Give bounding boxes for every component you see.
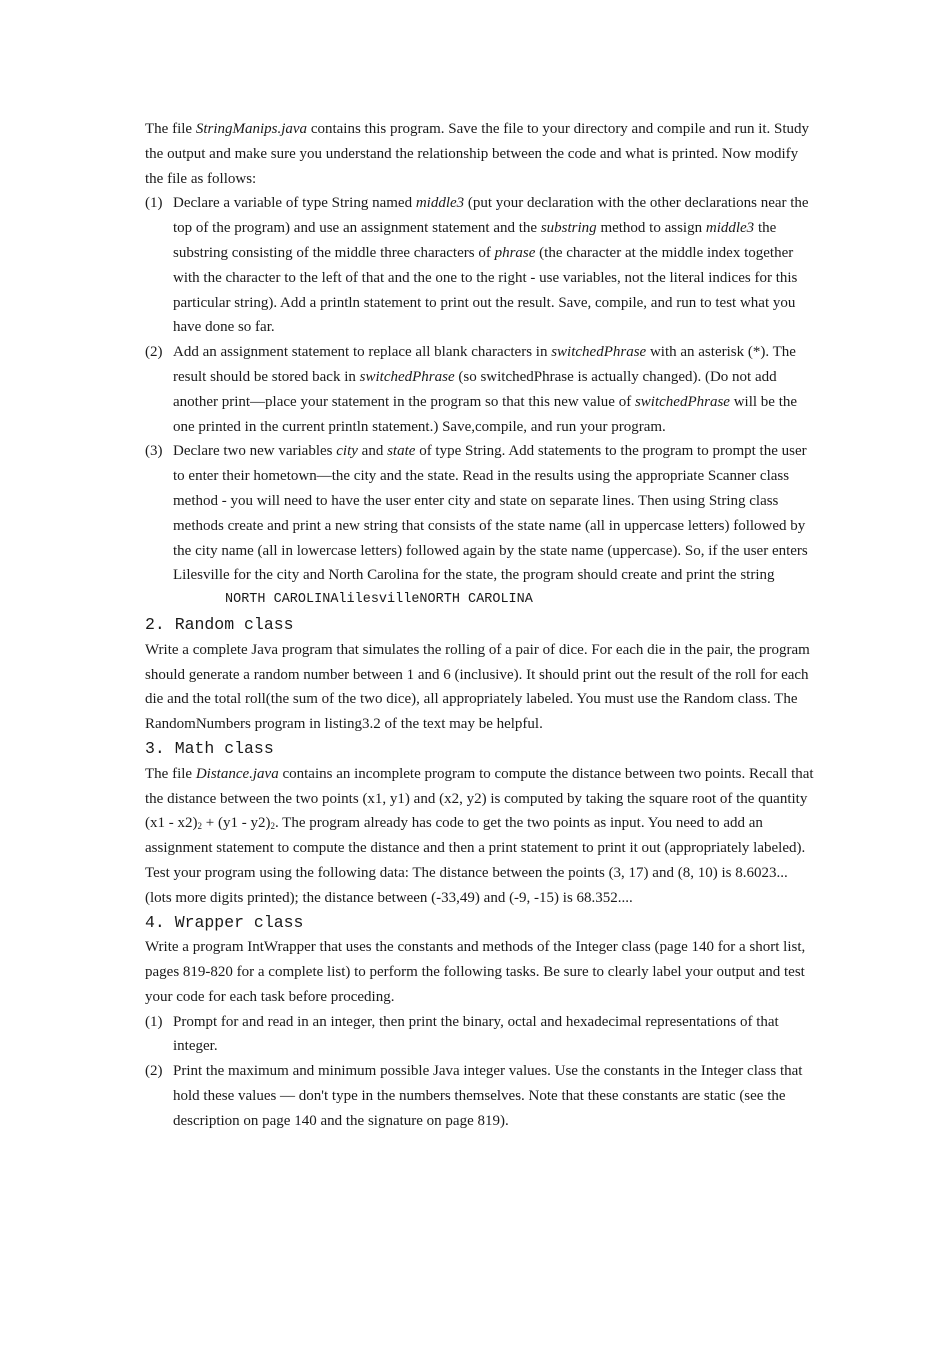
item-number: (3) xyxy=(145,443,163,460)
item-text: Declare a variable of type String named middle3 (put your declaration with the other declarations near the top of the program) and use an assignment statement and the substring method to assign middle3 the substring consisting of the middle three characters of phrase (the character at the middle index together with the character to the left of that and the one to the right - use variables, not the literal indices for this particular string). Add a println statement to print out the result. Save, compile, and run to test what you have done so far. xyxy=(173,195,809,336)
filename-distance: Distance.java xyxy=(195,765,279,782)
document-page xyxy=(145,117,817,1134)
section3-body: The file Distance.java contains an incomplete program to compute the distance between two points. Recall that the distance between the two points (x1, y1) and (x2, y2) is computed by taking the square root of the quantity $(x1 - x2)_2 + (y1 - y2)_2$. The program already has code to get the two points as input. You need to add an assignment statement to compute the distance and then a print statement to print it out (appropriately labeled). Test your program using the following data: The distance between the points (3, 17) and (8, 10) is 8.6023... (lots more digits printed); the distance between (-33,49) and (-9, -15) is 68.352.... xyxy=(145,765,814,906)
filename-stringmanips: StringManips.java xyxy=(195,121,308,137)
item-text: Prompt for and read in an integer, then print the binary, octal and hexadecimal representations of that integer. xyxy=(173,1013,779,1055)
list-item xyxy=(145,340,817,439)
item-number: (2) xyxy=(145,1063,163,1080)
list-item xyxy=(145,439,817,588)
item-text: Declare two new variables city and state of type String. Add statements to the program to prompt the user to enter their hometown—the city and the state. Read in the results using the appropriate Scanner class method - you will need to have the user enter city and state on separate lines. Then using String class methods create and print a new string that consists of the state name (all in uppercase letters) followed by the city name (all in lowercase letters) followed again by the state name (uppercase). So, if the user enters Lilesville for the city and North Carolina for the state, the program should create and print the string xyxy=(173,443,808,584)
list-item xyxy=(145,191,817,340)
list-item xyxy=(145,1059,817,1133)
section2-body: Write a complete Java program that simulates the rolling of a pair of dice. For each die in the pair, the program should generate a random number between 1 and 6 (inclusive). It should print out the result of the roll for each die and the total roll(the sum of the two dice), all appropriately labeled. You must use the Random class. The RandomNumbers program in listing3.2 of the text may be helpful. xyxy=(145,641,810,733)
section4-intro: Write a program IntWrapper that uses the constants and methods of the Integer class (page 140 for a short list, pages 819-820 for a complete list) to perform the following tasks. Be sure to clearly label your output and test your code for each task before proceding. xyxy=(145,939,806,1005)
item-text: Add an assignment statement to replace all blank characters in switchedPhrase with an asterisk (*). The result should be stored back in switchedPhrase (so switchedPhrase is actually changed). (Do not add another print—place your statement in the program so that this new value of switchedPhrase will be the one printed in the current println statement.) Save,compile, and run your program. xyxy=(173,344,798,435)
list-item xyxy=(145,1010,817,1060)
section1-intro: The file StringManips.java contains this program. Save the file to your directory and compile and run it. Study the output and make sure you understand the relationship between the code and what is printed. Now modify the file as follows: xyxy=(145,121,810,187)
item-number: (1) xyxy=(145,1013,163,1030)
subscript: 2 xyxy=(197,821,202,832)
section-heading-wrapper: 4. Wrapper class xyxy=(145,912,304,932)
item-text: Print the maximum and minimum possible Java integer values. Use the constants in the Integer class that hold these values — don't type in the numbers themselves. Note that these constants are static (see the description on page 140 and the signature on page 819). xyxy=(173,1063,803,1129)
section-heading-math: 3. Math class xyxy=(145,738,274,758)
item-number: (1) xyxy=(145,195,163,212)
subscript: 2 xyxy=(270,821,275,832)
section-heading-random: 2. Random class xyxy=(145,614,294,634)
item-number: (2) xyxy=(145,344,163,361)
code-sample: NORTH CAROLINAlilesvilleNORTH CAROLINA xyxy=(225,592,533,608)
